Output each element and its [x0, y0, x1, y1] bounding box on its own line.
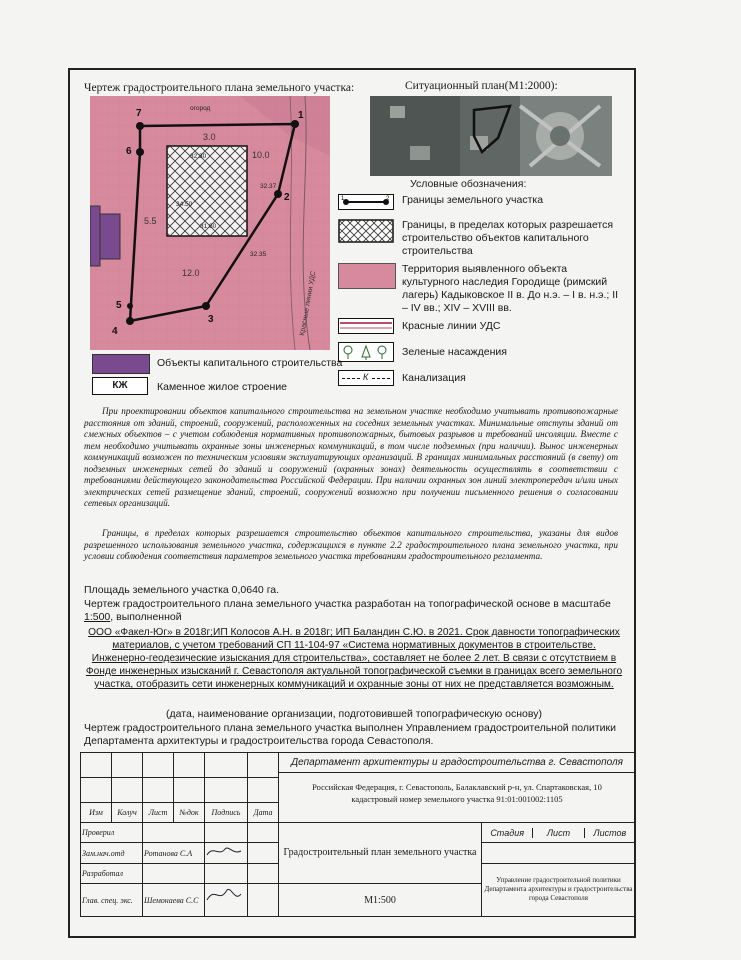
situation-aerial-image: [370, 96, 612, 176]
legend-capital: Объекты капитального строительства: [157, 357, 343, 369]
point-3: 3: [208, 314, 214, 325]
building-zone-legend-symbol: [338, 219, 394, 243]
stage-label: Стадия: [482, 828, 533, 838]
address-line-1: Российская Федерация, г. Севастополь, Балаклавский р-н, ул. Спартаковская, 10: [312, 782, 602, 792]
spot-height: 32.35: [250, 251, 267, 258]
dept-name: Департамент архитектуры и градостроительства г. Севастополя: [279, 753, 635, 773]
greenery-legend-symbol: [338, 342, 394, 362]
spot-height: 31.60: [200, 223, 217, 230]
sewer-legend-symbol: [338, 370, 394, 386]
red-lines-legend-symbol: [338, 318, 394, 334]
svg-text:2: 2: [386, 196, 390, 202]
area-text: Площадь земельного участка 0,0640 га.: [84, 584, 280, 596]
made-text: , выполненной: [110, 611, 182, 623]
row-name: [143, 863, 205, 883]
heritage-legend-symbol: [338, 263, 396, 289]
row-name: Шемонаева С.С: [143, 884, 205, 917]
stone-legend-symbol: КЖ: [92, 377, 148, 395]
point-5: 5: [116, 300, 122, 311]
topo-line: Чертеж градостроительного плана земельного участка разработан на топографической основе в масштабе: [84, 598, 611, 610]
doc-title: Градостроительный план земельного участка: [279, 823, 482, 884]
title-block: [80, 752, 636, 917]
row-razrabotal: Разработал: [81, 863, 143, 883]
boundary-legend-symbol: [338, 194, 394, 210]
street-label: Красные линии УДС: [299, 270, 318, 337]
spot-height: 32.37: [260, 183, 277, 190]
address-line-2: кадастровый номер земельного участка 91:01:001002:1105: [351, 794, 563, 804]
legend-greenery: Зеленые насаждения: [402, 346, 507, 358]
topo-organizations: ООО «Факел-Юг» в 2018г;ИП Колосов А.Н. в 2018г; ИП Баландин С.Ю. в 2021. Срок давности топографических материалов, с учетом требований СП 11-104-97 «Система нормативных документов в строительстве. Инженерно-геодезические изыскания для строительства», составляет не более 2 лет. В связи с отсутствием в Фонде инженерных изысканий г. Севастополя актуальной топографической съемки в границах всего земельного участка, отобразить сети инженерных коммуникаций и охранные зоны от них не представляется возможным.: [85, 627, 623, 690]
legend-red-lines: Красные линии УДС: [402, 320, 501, 332]
dim-top: 3.0: [203, 132, 216, 142]
svg-text:1: 1: [341, 196, 345, 202]
area-label: огород: [190, 105, 211, 112]
legend-sewer: Канализация: [402, 372, 466, 384]
row-proveril: Проверил: [81, 823, 143, 843]
row-zamnach: Зам.нач.отд: [81, 843, 143, 863]
point-6: 6: [126, 146, 132, 157]
topo-text: [84, 598, 624, 624]
sheet-label: Лист: [533, 828, 584, 838]
legend-heritage: Территория выявленного объекта культурного наследия Городище (римский лагерь) Кадыковское II в. До н.э. – I в. н.э.; II – IV вв.; XIV – XVIII вв.: [402, 263, 619, 314]
sheets-label: Листов: [593, 827, 627, 838]
point-4: 4: [112, 326, 118, 337]
col-ndok: №док: [174, 802, 205, 822]
org-caption: (дата, наименование организации, подготовившей топографическую основу): [166, 708, 542, 720]
dim-right: 10.0: [252, 150, 270, 160]
paragraph-boundaries: Границы, в пределах которых разрешается строительство объектов капитального строительства, указаны для видов разрешенного использования земельного участка, содержащихся в пункте 2.2 градостроительного плана земельного участка, при условии соблюдения соответствия параметров земельного участка требованиям градостроительного регламента.: [84, 528, 618, 561]
paragraph-requirements: При проектировании объектов капитального строительства на земельном участке необходимо учитывать противопожарные расстояния от зданий, строений, сооружений, расположенных на соседних земельных участках. Минимальные отступы зданий от смежных объектов – с учетом соблюдения нормативных противопожарных, бытовых разрывов и требований инсоляции. Вместе с тем необходимо учитывать охранные зоны инженерных коммуникаций, в том числе подземных (при наличии). Вынос инженерных коммуникаций возможен по техническим условиям эксплуатирующих организаций. В границах минимальных расстояний (в свету) от подземных инженерных сетей до зданий и сооружений (охранных зонах) деятельность осуществлять в соответствии с требованиями действующего законодательства Российской Федерации. При наличии охранных зон линий электропередач и/или иных электрических сетей размещение зданий, строений, сооружений возможно при получении письменного решения о согласовании сетевых организаций.: [84, 406, 618, 508]
col-list: Лист: [143, 802, 174, 822]
row-name: Ротанова С.А: [143, 843, 205, 863]
signature: [205, 884, 248, 917]
plan-title: Чертеж градостроительного плана земельного участка:: [84, 82, 355, 94]
row-glavspec: Глав. спец. экс.: [81, 884, 143, 917]
row-name: [143, 823, 205, 843]
legend-stone: Каменное жилое строение: [157, 381, 288, 393]
scale-label: М1:500: [279, 884, 482, 917]
point-2: 2: [284, 192, 290, 203]
org-stamp: Управление градостроительной политики Департамента архитектуры и градостроительства города Севастополя: [482, 863, 636, 916]
point-1: 1: [298, 110, 304, 121]
situation-title: Ситуационный план(М1:2000):: [405, 80, 558, 92]
col-koluch: Колуч: [112, 802, 143, 822]
dim-bottom: 12.0: [182, 268, 200, 278]
capital-legend-symbol: [92, 354, 150, 374]
col-podpis: Подпись: [205, 802, 248, 822]
legend-building-zone: Границы, в пределах которых разрешается строительство объектов капитального строительства: [402, 219, 614, 257]
site-plan-map: [90, 96, 330, 350]
sewer-mark: К: [363, 372, 369, 382]
legend-heading: Условные обозначения:: [410, 178, 527, 190]
col-data: Дата: [248, 802, 279, 822]
point-7: 7: [136, 108, 142, 119]
spot-height: 32.30: [190, 153, 207, 160]
col-izm: Изм: [81, 802, 112, 822]
signature: [205, 843, 248, 863]
legend-boundary: Границы земельного участка: [402, 194, 544, 206]
scale-value: 1:500: [84, 611, 111, 623]
spot-height: 34.50: [176, 201, 193, 208]
dim-left: 5.5: [144, 216, 157, 226]
executed-text: Чертеж градостроительного плана земельного участка выполнен Управлением градостроительной политики Департамента архитектуры и градостроительства города Севастополя.: [84, 722, 617, 747]
